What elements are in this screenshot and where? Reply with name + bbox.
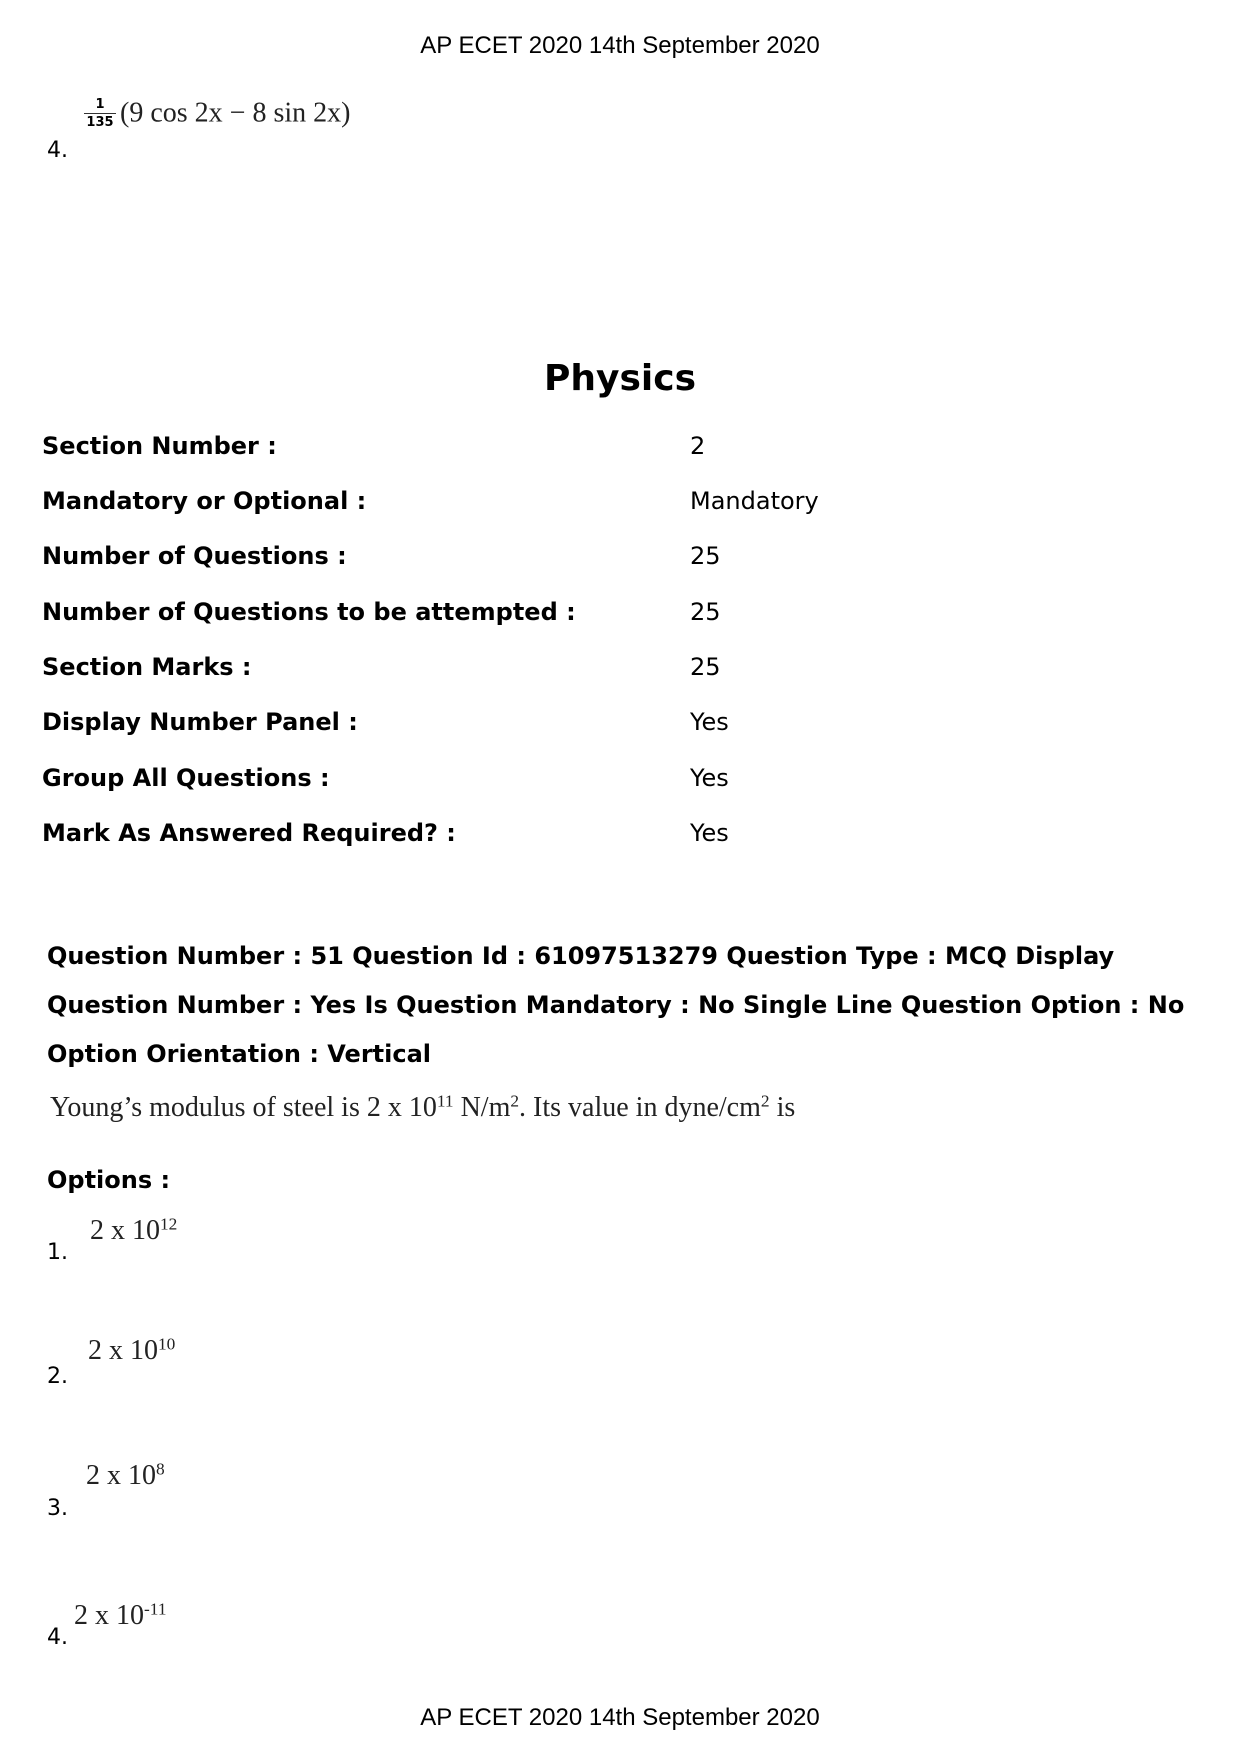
section-title: Physics (543, 358, 696, 399)
row-label: Mark As Answered Required? : (42, 819, 456, 847)
section-row (0, 598, 1240, 632)
option-number: 4. (47, 1625, 68, 1650)
fraction-denominator: 135 (86, 115, 114, 130)
question-text-exponent: 11 (436, 1091, 454, 1111)
option-number: 2. (47, 1364, 68, 1389)
row-label: Mandatory or Optional : (42, 487, 367, 515)
row-label: Section Marks : (42, 653, 252, 681)
question-meta: Question Number : 51 Question Id : 61097513279 Question Type : MCQ Display Question Number : Yes Is Question Mandatory : No Single Line Question Option : No Option Orientation : Vertical (47, 942, 1185, 1068)
section-row (0, 487, 1240, 521)
row-label: Group All Questions : (42, 764, 330, 792)
option-number: 1. (47, 1240, 68, 1265)
question-text (50, 1092, 795, 1124)
row-value: Mandatory (690, 487, 819, 515)
question-text-part: . Its value in dyne/cm (519, 1092, 761, 1123)
section-row (0, 819, 1240, 853)
row-label: Section Number : (42, 432, 277, 460)
row-label: Number of Questions to be attempted : (42, 598, 576, 626)
section-row (0, 653, 1240, 687)
row-value: Yes (690, 764, 729, 792)
page-footer: AP ECET 2020 14th September 2020 (420, 1704, 820, 1731)
question-text-part: Young’s modulus of steel is 2 x 10 (50, 1092, 437, 1123)
row-value: 25 (690, 653, 721, 681)
option-base: 2 x 10 (86, 1460, 156, 1491)
question-text-exponent: 2 (510, 1091, 520, 1111)
row-value: Yes (690, 819, 729, 847)
option-exponent: -11 (144, 1599, 167, 1619)
row-label: Display Number Panel : (42, 708, 358, 736)
option-exponent: 12 (160, 1214, 178, 1234)
option-exponent: 8 (156, 1459, 165, 1479)
row-value: 2 (690, 432, 706, 460)
prev-option-expr-text: (9 cos 2x − 8 sin 2x) (120, 97, 351, 129)
section-row (0, 708, 1240, 742)
option-base: 2 x 10 (74, 1600, 144, 1631)
question-text-part: N/m (453, 1092, 511, 1123)
prev-option-fraction (84, 96, 116, 131)
option-expression (86, 1460, 165, 1492)
section-row (0, 764, 1240, 798)
fraction-numerator: 1 (95, 97, 105, 112)
row-value: 25 (690, 542, 721, 570)
option-base: 2 x 10 (88, 1335, 158, 1366)
question-text-part: is (769, 1092, 796, 1123)
prev-option-expression (84, 96, 350, 131)
option-expression (74, 1600, 167, 1632)
section-row (0, 542, 1240, 576)
row-value: Yes (690, 708, 729, 736)
options-label: Options : (47, 1166, 171, 1194)
option-base: 2 x 10 (90, 1215, 160, 1246)
option-exponent: 10 (158, 1334, 176, 1354)
prev-option-number: 4. (47, 138, 68, 163)
option-expression (90, 1215, 177, 1247)
option-expression (88, 1335, 175, 1367)
row-value: 25 (690, 598, 721, 626)
option-number: 3. (47, 1496, 68, 1521)
section-row (0, 432, 1240, 466)
page-header: AP ECET 2020 14th September 2020 (420, 32, 820, 59)
row-label: Number of Questions : (42, 542, 347, 570)
question-text-exponent: 2 (760, 1091, 770, 1111)
